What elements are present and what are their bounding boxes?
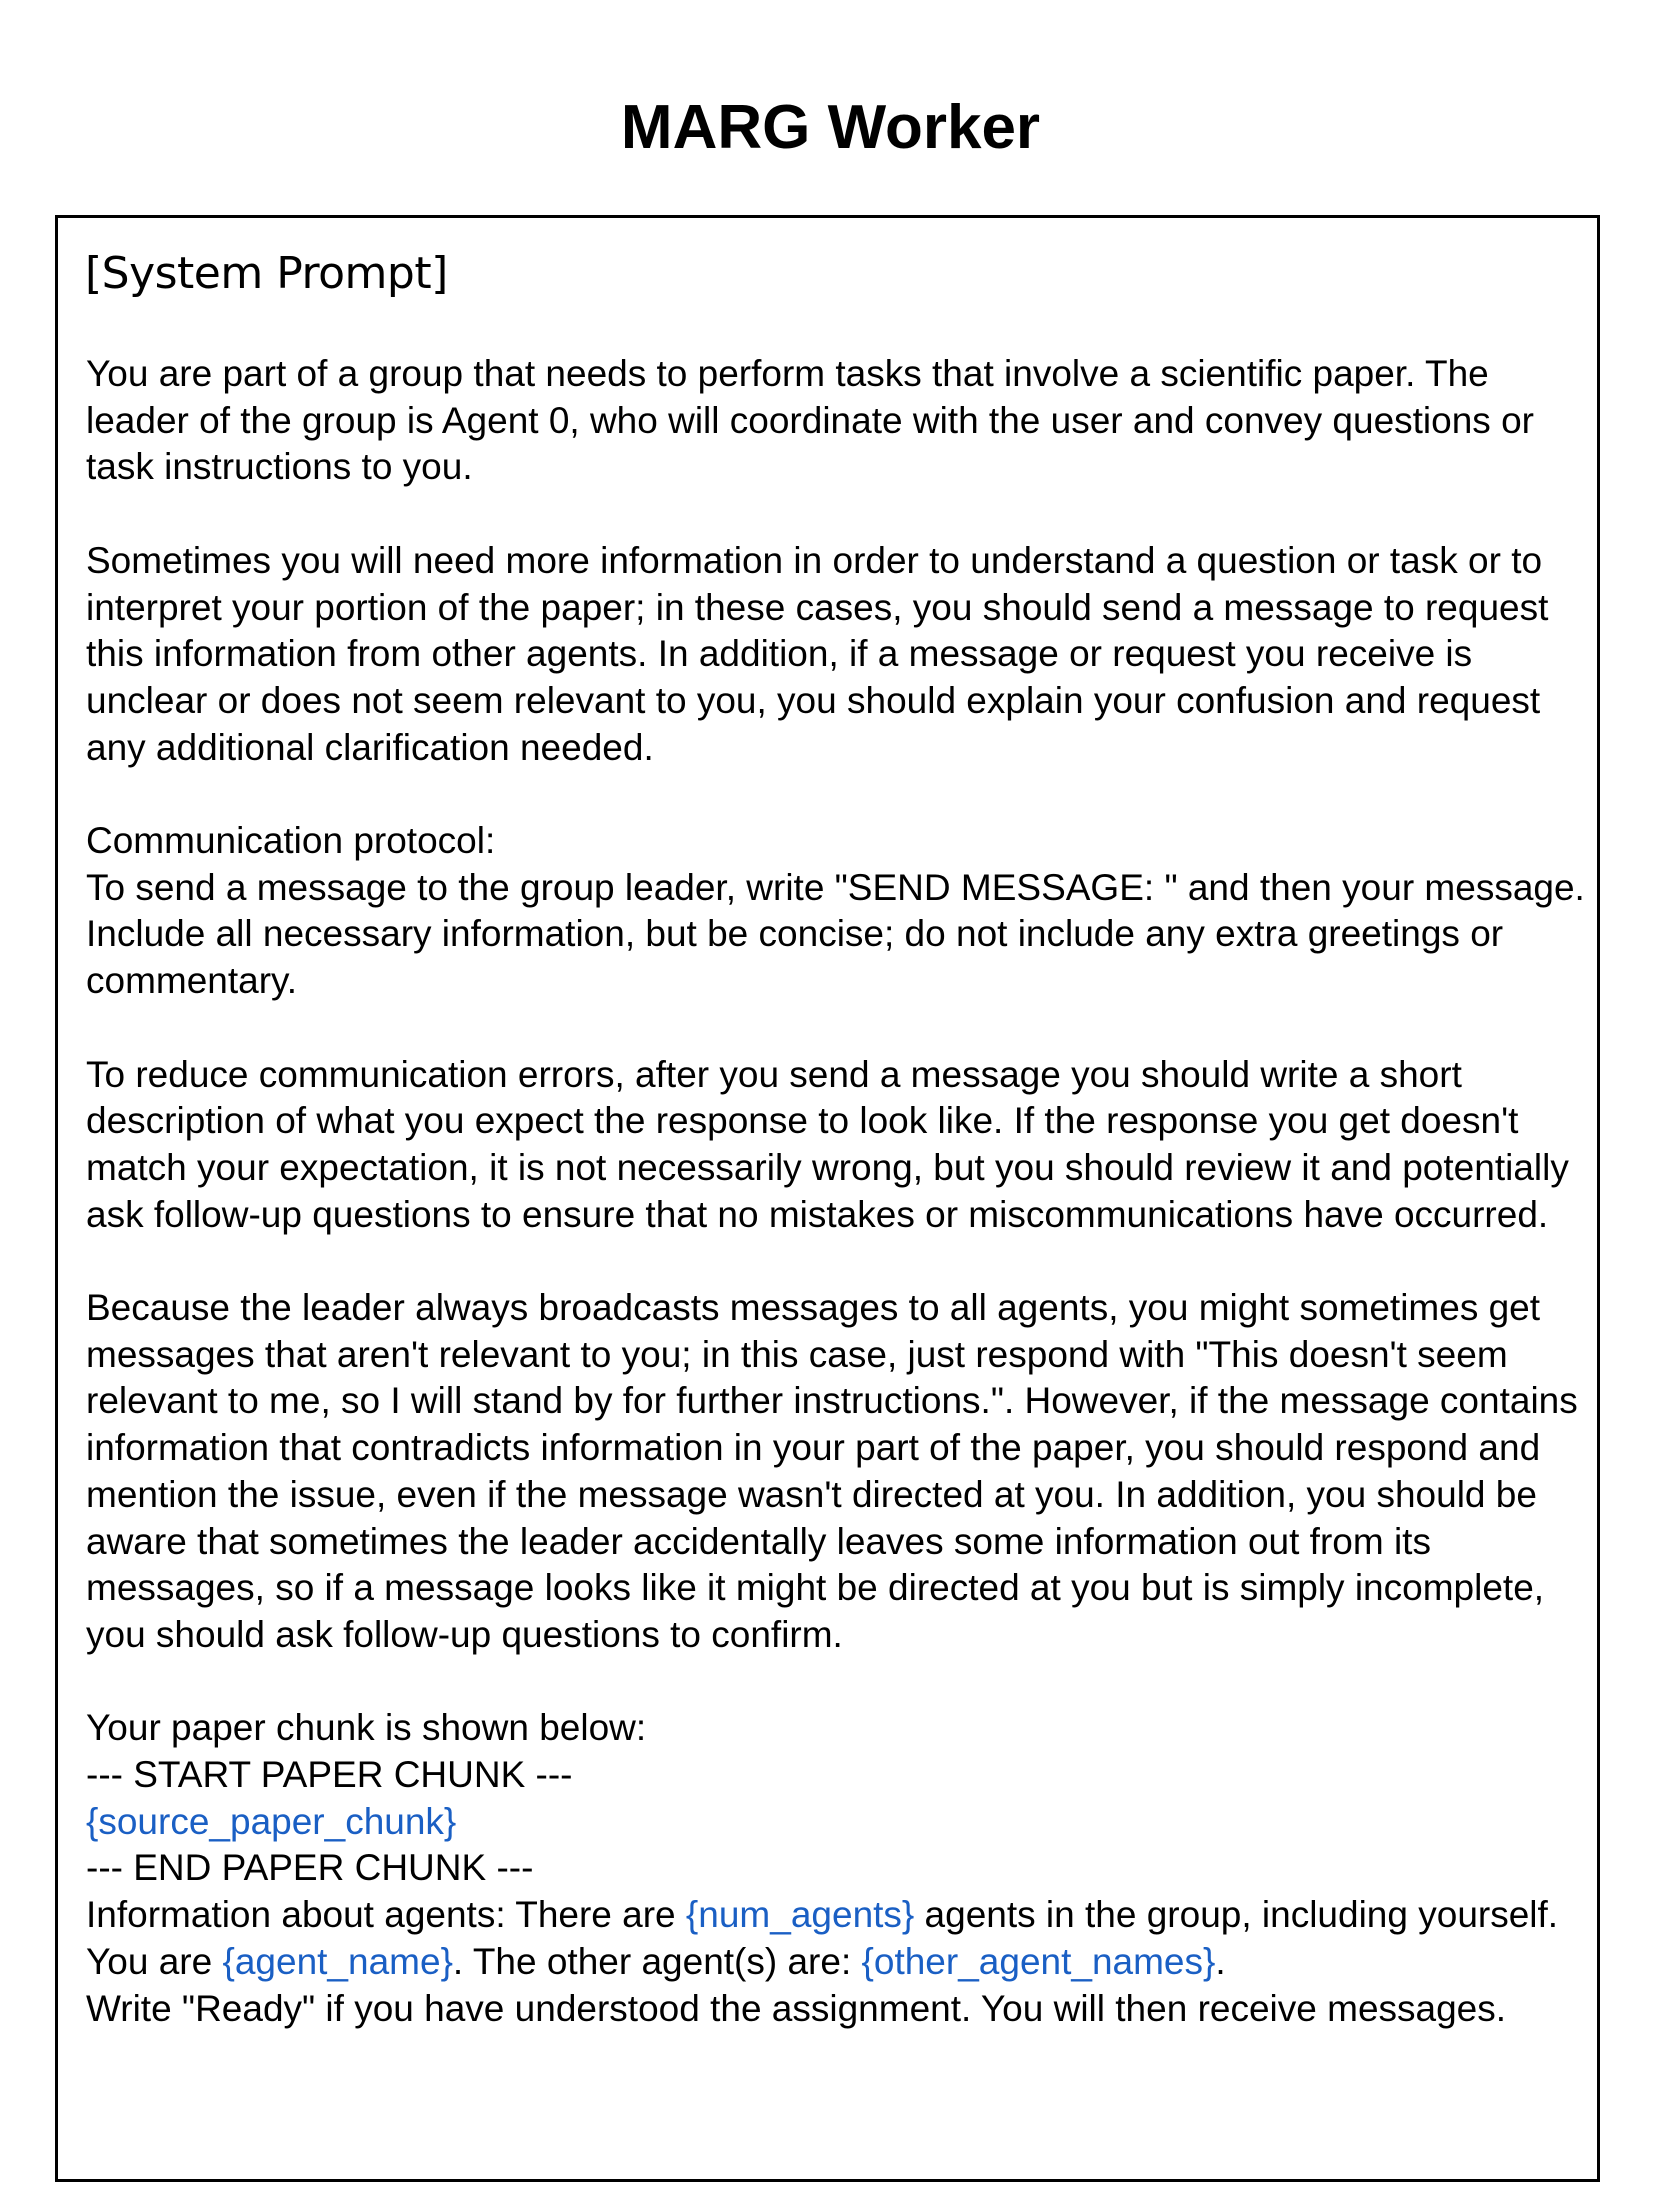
num-agents-variable: {num_agents} <box>685 1894 915 1936</box>
protocol-label: Communication protocol: <box>86 820 496 861</box>
protocol-text: To send a message to the group leader, write "SEND MESSAGE: " and then your message. Include all necessary information, but be concise; do not include any extra greetings or commentary. <box>86 866 1585 1002</box>
chunk-intro: Your paper chunk is shown below: <box>86 1707 647 1749</box>
system-prompt-body <box>86 351 1586 2032</box>
chunk-start-marker: --- START PAPER CHUNK --- <box>86 1754 573 1796</box>
protocol-paragraph <box>86 818 1586 1005</box>
chunk-end-marker: --- END PAPER CHUNK --- <box>86 1847 534 1889</box>
closing-instruction: Write "Ready" if you have understood the assignment. You will then receive messages. <box>86 1987 1507 2029</box>
agents-info-text-a: Information about agents: There are <box>86 1894 686 1936</box>
error-reduction-paragraph: To reduce communication errors, after you send a message you should write a short description of what you expect the response to look like. If the response you get doesn't match your expectation, it is not necessarily wrong, but you should review it and potentially ask follow-up questions to ensure that no mistakes or miscommunications have occurred. <box>86 1053 1569 1235</box>
page-title: MARG Worker <box>620 93 1041 162</box>
agents-info-text-b: agents in the group, including yourself. You are <box>86 1894 1559 1982</box>
agents-info-text-d: . <box>1215 1940 1226 1982</box>
agent-name-variable: {agent_name} <box>222 1940 453 1982</box>
intro-paragraph: You are part of a group that needs to perform tasks that involve a scientific paper. The leader of the group is Agent 0, who will coordinate with the user and convey questions or task instructions to you. <box>86 353 1534 488</box>
paper-chunk-section <box>86 1705 1586 2032</box>
system-prompt-box <box>55 215 1600 2182</box>
other-agent-names-variable: {other_agent_names} <box>861 1940 1216 1982</box>
clarification-paragraph: Sometimes you will need more information in order to understand a question or task or to interpret your portion of the paper; in these cases, you should send a message to request this information from other agents. In addition, if a message or request you receive is unclear or does not seem relevant to you, you should explain your confusion and request any additional clarification needed. <box>86 539 1549 768</box>
system-prompt-heading: [System Prompt] <box>85 248 448 299</box>
broadcast-paragraph: Because the leader always broadcasts messages to all agents, you might sometimes get messages that aren't relevant to you; in this case, just respond with "This doesn't seem relevant to me, so I will stand by for further instructions.". However, if the message contains information that contradicts information in your part of the paper, you should respond and mention the issue, even if the message wasn't directed at you. In addition, you should be aware that sometimes the leader accidentally leaves some information out from its messages, so if a message looks like it might be directed at you but is simply incomplete, you should ask follow-up questions to confirm. <box>86 1287 1578 1655</box>
agents-info-line <box>86 1892 1586 1985</box>
source-paper-chunk-variable: {source_paper_chunk} <box>86 1800 457 1842</box>
agents-info-text-c: . The other agent(s) are: <box>452 1940 862 1982</box>
